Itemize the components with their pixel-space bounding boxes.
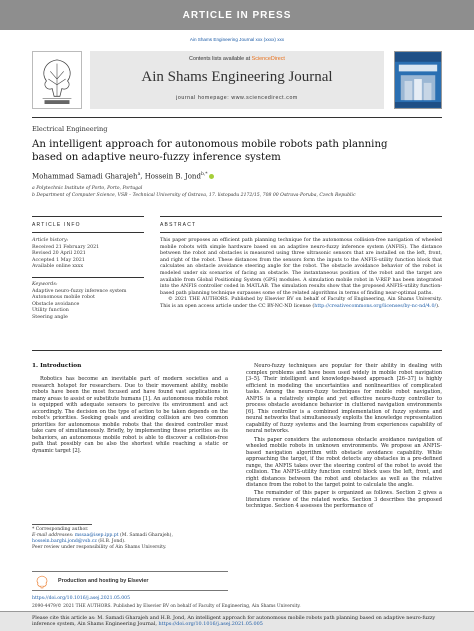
keyword: Obstacle avoidance <box>32 301 80 307</box>
email-link[interactable]: hossein.barghi.jond@vsb.cz <box>32 539 97 544</box>
elsevier-hosting-box: Production and hosting by Elsevier <box>32 571 228 591</box>
sciencedirect-link[interactable]: ScienceDirect <box>251 56 285 62</box>
keyword: Steering angle <box>32 314 68 320</box>
abstract-text: This paper proposes an efficient path planning technique for the autonomous collision-free navigation of wheeled mobile robots with simple hardware based on an adaptive neuro-fuzzy inference system (ANFIS). The distance between the robot and obstacles is measured using three ultrasonic sensors that are installed on the left, front, and right of the robot. These distances from the sensors form the inputs to the ANFIS-utility function block that calculates an obstacle avoidance steering angle for the robot. The obstacle avoidance behavior of the robot is modeled under six scenarios of facing an obstacle. The instantaneous position of the robot and the target are available from Global Positioning System (GPS) modules. A simulation mobile robot in V-REP has been integrated into the ANFIS controller coded in MATLAB. The simulation results show that the proposed ANFIS-utility function-based path planning technique surpasses some of the related algorithms in terms of finding near-optimal paths. © 2021 THE AUTHORS. Published by Elsevier BV on behalf of Faculty of Engineering, Ain Shams University. This is an open access article under the CC BY-NC-ND license (http://creativecommons.org/licenses/by-nc-nd/4.0/). <box>160 238 442 309</box>
author-name[interactable]: Hossein B. Jond <box>144 172 201 181</box>
info-rule <box>32 216 144 217</box>
article-info-heading: ARTICLE INFO <box>32 222 81 228</box>
affiliation: a Polytechnic Institute of Porto, Porto, Portugal <box>32 186 143 191</box>
article-section: Electrical Engineering <box>32 125 108 133</box>
journal-reference-link[interactable]: Ain Shams Engineering Journal xxx (xxxx) xxx <box>189 37 285 42</box>
abstract-rule <box>160 216 442 217</box>
paragraph: Robotics has become an inevitable part of modern societies and a research hotspot for researchers. Due to their movement ability, mobile robots have been the most focused and have found vast applications in many areas to assist or substitute humans [1]. An autonomous mobile robot is equipped with adequate sensors to perceive its environment and act accordingly. The decision on the type of action to be taken depends on the robot's priorities. Seeking goals and avoiding collision are two common priorities for autonomous mobile robots that the desired controller must take care of simultaneously. Briefly, by implementing these priorities as its behaviors, an autonomous mobile robot is able to discover a collision-free path that possibly can be also the shortest while reaching a static or dynamic target [2]. <box>32 376 228 455</box>
article-in-press-banner: ARTICLE IN PRESS <box>0 0 474 30</box>
author-name[interactable]: Mohammad Samadi Gharajeh <box>32 172 138 181</box>
copyright-notice: 2090-4479/© 2021 THE AUTHORS. Published by Elsevier BV on behalf of Faculty of Engineering, Ain Shams University. <box>32 604 301 609</box>
keywords: Keywords: Adaptive neuro-fuzzy inference system Autonomous mobile robot Obstacle avoidance Utility function Steering angle <box>32 282 144 322</box>
elsevier-logo <box>34 575 50 589</box>
journal-title: Ain Shams Engineering Journal <box>141 69 333 85</box>
article-history: Article history: Received 21 February 2021 Revised 20 April 2021 Accepted 1 May 2021 Available online xxxx <box>32 238 100 270</box>
right-body-column <box>246 363 442 512</box>
contents-line: Contents lists available at ScienceDirect <box>189 56 285 62</box>
email-link[interactable]: mssaa@isep.ipp.pt <box>74 533 119 538</box>
orcid-icon[interactable] <box>209 174 214 179</box>
affiliation: b Department of Computer Science, VSB – Technical University of Ostrava, 17. listopadu 2172/15, 708 00 Ostrava-Poruba, Czech Republic <box>32 193 356 198</box>
paragraph: The remainder of this paper is organized as follows. Section 2 gives a literature review of the related works. Section 3 describes the proposed technique. Section 4 assesses the performance of <box>246 490 442 510</box>
journal-masthead <box>32 51 442 113</box>
journal-homepage: journal homepage: www.sciencedirect.com <box>176 95 298 101</box>
journal-header-panel <box>90 51 384 109</box>
license-link[interactable]: http://creativecommons.org/licenses/by-nc-nd/4.0/ <box>314 303 437 309</box>
citation-box: Please cite this article as: M. Samadi Gharajeh and H.B. Jond, An intelligent approach for autonomous mobile robots path planning based on adaptive neuro-fuzzy inference system, Ain Shams Engineering Journal, https://doi.org/10.1016/j.asej.2021.05.005 <box>0 611 474 631</box>
abstract-heading: ABSTRACT <box>160 222 197 228</box>
paragraph: Neuro-fuzzy techniques are popular for their ability in dealing with complex problems and have been used widely in mobile robot navigation [3–5]. Their intelligent and knowledge-based approach [26–37] is highly efficient in modeling the uncertainties and nonlinearities of complicated tasks. Among the neuro-fuzzy techniques for mobile robot navigation, ANFIS is a relatively simple and yet effective neuro-fuzzy controller to process obstacle avoidance behavior in cluttered navigation environments [6]. This controller is a combined implementation of fuzzy systems and neural networks that simultaneously exploits the knowledge representation capability of fuzzy systems and the learning from experiences capability of neural networks. <box>246 363 442 435</box>
doi-link[interactable]: https://doi.org/10.1016/j.asej.2021.05.005 <box>32 596 131 601</box>
footnote-rule <box>32 524 92 525</box>
journal-cover-image <box>394 51 442 109</box>
footnotes: * Corresponding author. E-mail addresses: mssaa@isep.ipp.pt (M. Samadi Gharajeh), hossein.barghi.jond@vsb.cz (H.B. Jond). Peer review under responsibility of Ain Shams University. <box>32 527 173 550</box>
author-list: Mohammad Samadi Gharajeh$^a$, Hossein B. Jond$^{b,*}$ <box>32 172 214 180</box>
paragraph: This paper considers the autonomous obstacle avoidance navigation of wheeled mobile robots in unknown environments. We propose an ANFIS-based navigation algorithm with obstacle avoidance capability. While approaching the target, if the robot detects any obstacles in a pre-defined range, the ANFIS takes over the steering control of the robot to avoid the collision. The ANFIS-utility function control block uses the left, front, and right distances between the robot and obstacles as well as the relative distance from the robot to the target point to calculate the angle. <box>246 436 442 489</box>
masthead-rule <box>32 117 442 118</box>
homepage-link[interactable]: www.sciencedirect.com <box>231 95 298 101</box>
introduction-heading: 1. Introduction <box>32 363 82 369</box>
keyword: Autonomous mobile robot <box>32 295 95 301</box>
keyword: Adaptive neuro-fuzzy inference system <box>32 288 127 294</box>
keyword: Utility function <box>32 308 69 314</box>
article-title: An intelligent approach for autonomous mobile robots path planning based on adaptive neuro-fuzzy inference system <box>32 139 388 163</box>
elsevier-tree-logo <box>32 51 82 109</box>
left-body-column <box>32 376 228 456</box>
citation-doi-link[interactable]: https://doi.org/10.1016/j.asej.2021.05.005 <box>158 621 263 628</box>
